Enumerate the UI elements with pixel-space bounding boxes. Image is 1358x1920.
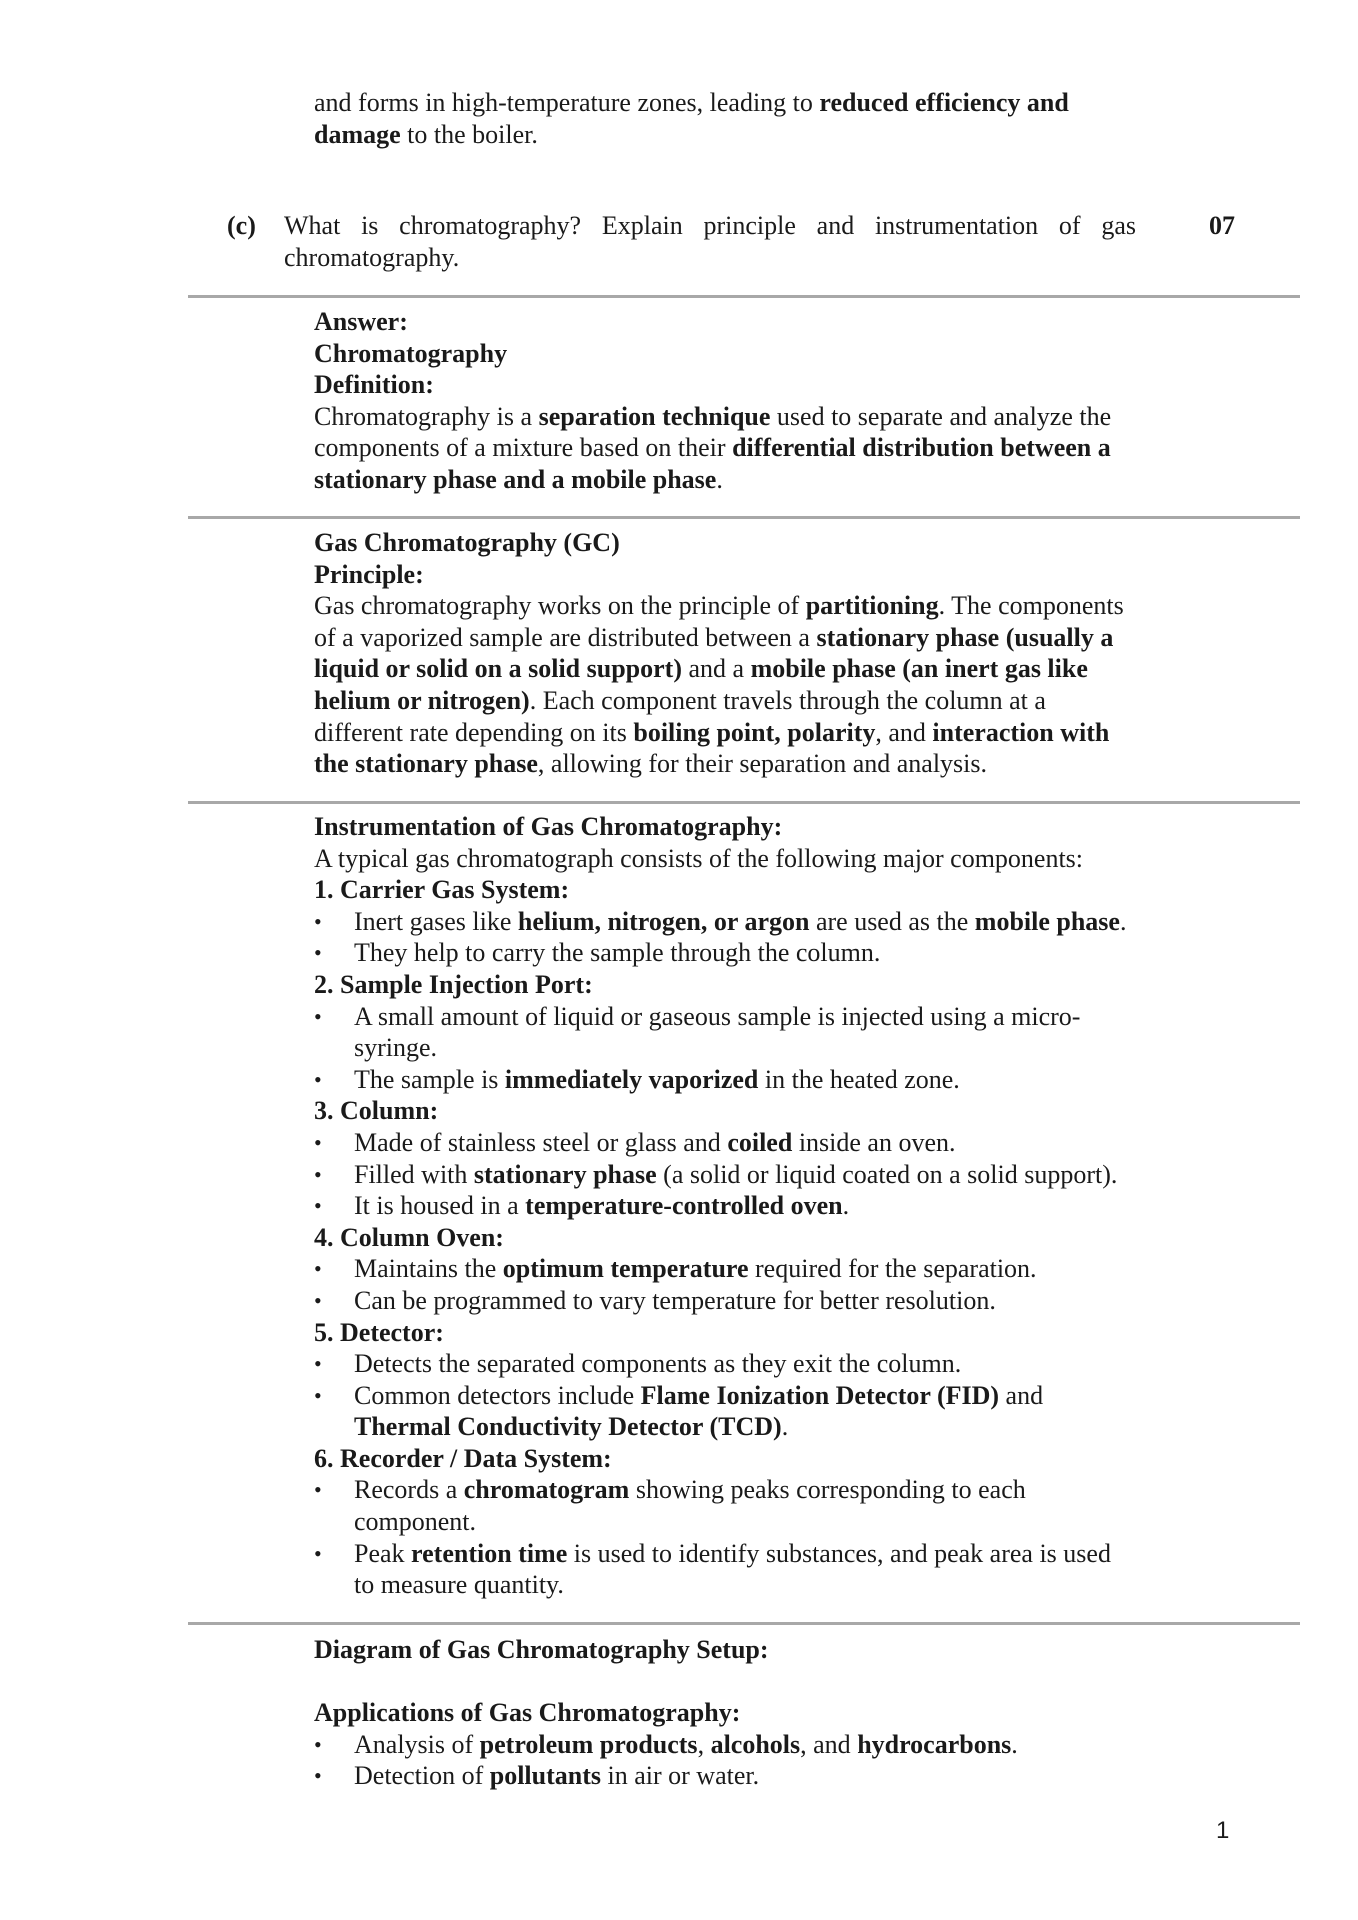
instrumentation-heading: Instrumentation of Gas Chromatography: — [314, 812, 783, 841]
page-number: 1 — [1216, 1817, 1230, 1844]
bullet-list — [314, 1729, 1174, 1792]
chromatography-heading: Chromatography — [314, 338, 508, 368]
divider — [188, 295, 1300, 298]
component-title: 5. Detector: — [314, 1317, 444, 1347]
answer-label: Answer: — [314, 307, 408, 336]
divider — [188, 516, 1300, 519]
list-item: • Made of stainless steel or glass and coiled inside an oven. — [314, 1127, 1174, 1159]
list-item: • Common detectors include Flame Ionization Detector (FID) and Thermal Conductivity Detector (TCD). — [314, 1380, 1174, 1443]
list-item: • Analysis of petroleum products, alcohols, and hydrocarbons. — [314, 1729, 1174, 1761]
question-label: (c) — [227, 211, 256, 240]
intro-paragraph: and forms in high-temperature zones, leading to reduced efficiency and damage to the boiler. — [314, 88, 1069, 149]
question-marks: 07 — [1209, 211, 1235, 240]
component-title: 4. Column Oven: — [314, 1222, 504, 1252]
list-item: • Maintains the optimum temperature required for the separation. — [314, 1253, 1174, 1285]
gc-heading: Gas Chromatography (GC) — [314, 528, 620, 557]
list-item: • Detection of pollutants in air or water. — [314, 1760, 1174, 1792]
component-title: 3. Column: — [314, 1096, 439, 1126]
definition-label: Definition: — [314, 370, 434, 400]
instrumentation-section — [314, 811, 1174, 1601]
list-item: • Inert gases like helium, nitrogen, or argon are used as the mobile phase. — [314, 906, 1174, 938]
list-item: • It is housed in a temperature-controlled oven. — [314, 1190, 1174, 1222]
list-item: • The sample is immediately vaporized in the heated zone. — [314, 1064, 1174, 1096]
question-text-line2: chromatography. — [284, 243, 460, 272]
list-item: • A small amount of liquid or gaseous sample is injected using a micro- syringe. — [314, 1001, 1174, 1064]
list-item: • Detects the separated components as they exit the column. — [314, 1348, 1174, 1380]
bullet-list — [314, 1127, 1174, 1222]
applications-section — [314, 1697, 1174, 1792]
list-item: • Filled with stationary phase (a solid or liquid coated on a solid support). — [314, 1159, 1174, 1191]
list-item: • Peak retention time is used to identify substances, and peak area is used to measure quantity. — [314, 1538, 1174, 1601]
question-text-line1: What is chromatography? Explain principle and instrumentation of gas — [284, 211, 1136, 240]
bullet-list — [314, 906, 1174, 969]
divider — [188, 1622, 1300, 1625]
component-title: 2. Sample Injection Port: — [314, 969, 593, 999]
bullet-list — [314, 1348, 1174, 1443]
bullet-list — [314, 1001, 1174, 1096]
principle-label: Principle: — [314, 559, 424, 589]
diagram-heading: Diagram of Gas Chromatography Setup: — [314, 1635, 769, 1664]
answer-section: Answer: Chromatography Definition: Chromatography is a separation technique used to separate and analyze the components of a mixture based on their differential distribution between a stationary phase and a mobile phase. — [314, 307, 1112, 494]
component-title: 6. Recorder / Data System: — [314, 1443, 612, 1473]
list-item: • Records a chromatogram showing peaks corresponding to each component. — [314, 1474, 1174, 1537]
list-item: • They help to carry the sample through the column. — [314, 937, 1174, 969]
bullet-list — [314, 1474, 1174, 1600]
applications-heading: Applications of Gas Chromatography: — [314, 1698, 741, 1727]
diagram-section — [314, 1634, 1174, 1666]
component-title: 1. Carrier Gas System: — [314, 875, 570, 905]
list-item: • Can be programmed to vary temperature for better resolution. — [314, 1285, 1174, 1317]
gc-principle-section: Gas Chromatography (GC) Principle: Gas chromatography works on the principle of partitioning. The components of a vaporized sample are distributed between a stationary phase (usually a liquid or solid on a solid support) and a mobile phase (an inert gas like helium or nitrogen). Each component travels through the column at a different rate depending on its boiling point, polarity, and interaction with the stationary phase, allowing for their separation and analysis. — [314, 528, 1124, 779]
instrumentation-intro: A typical gas chromatograph consists of the following major components: — [314, 843, 1084, 873]
bullet-list — [314, 1253, 1174, 1316]
divider — [188, 801, 1300, 804]
